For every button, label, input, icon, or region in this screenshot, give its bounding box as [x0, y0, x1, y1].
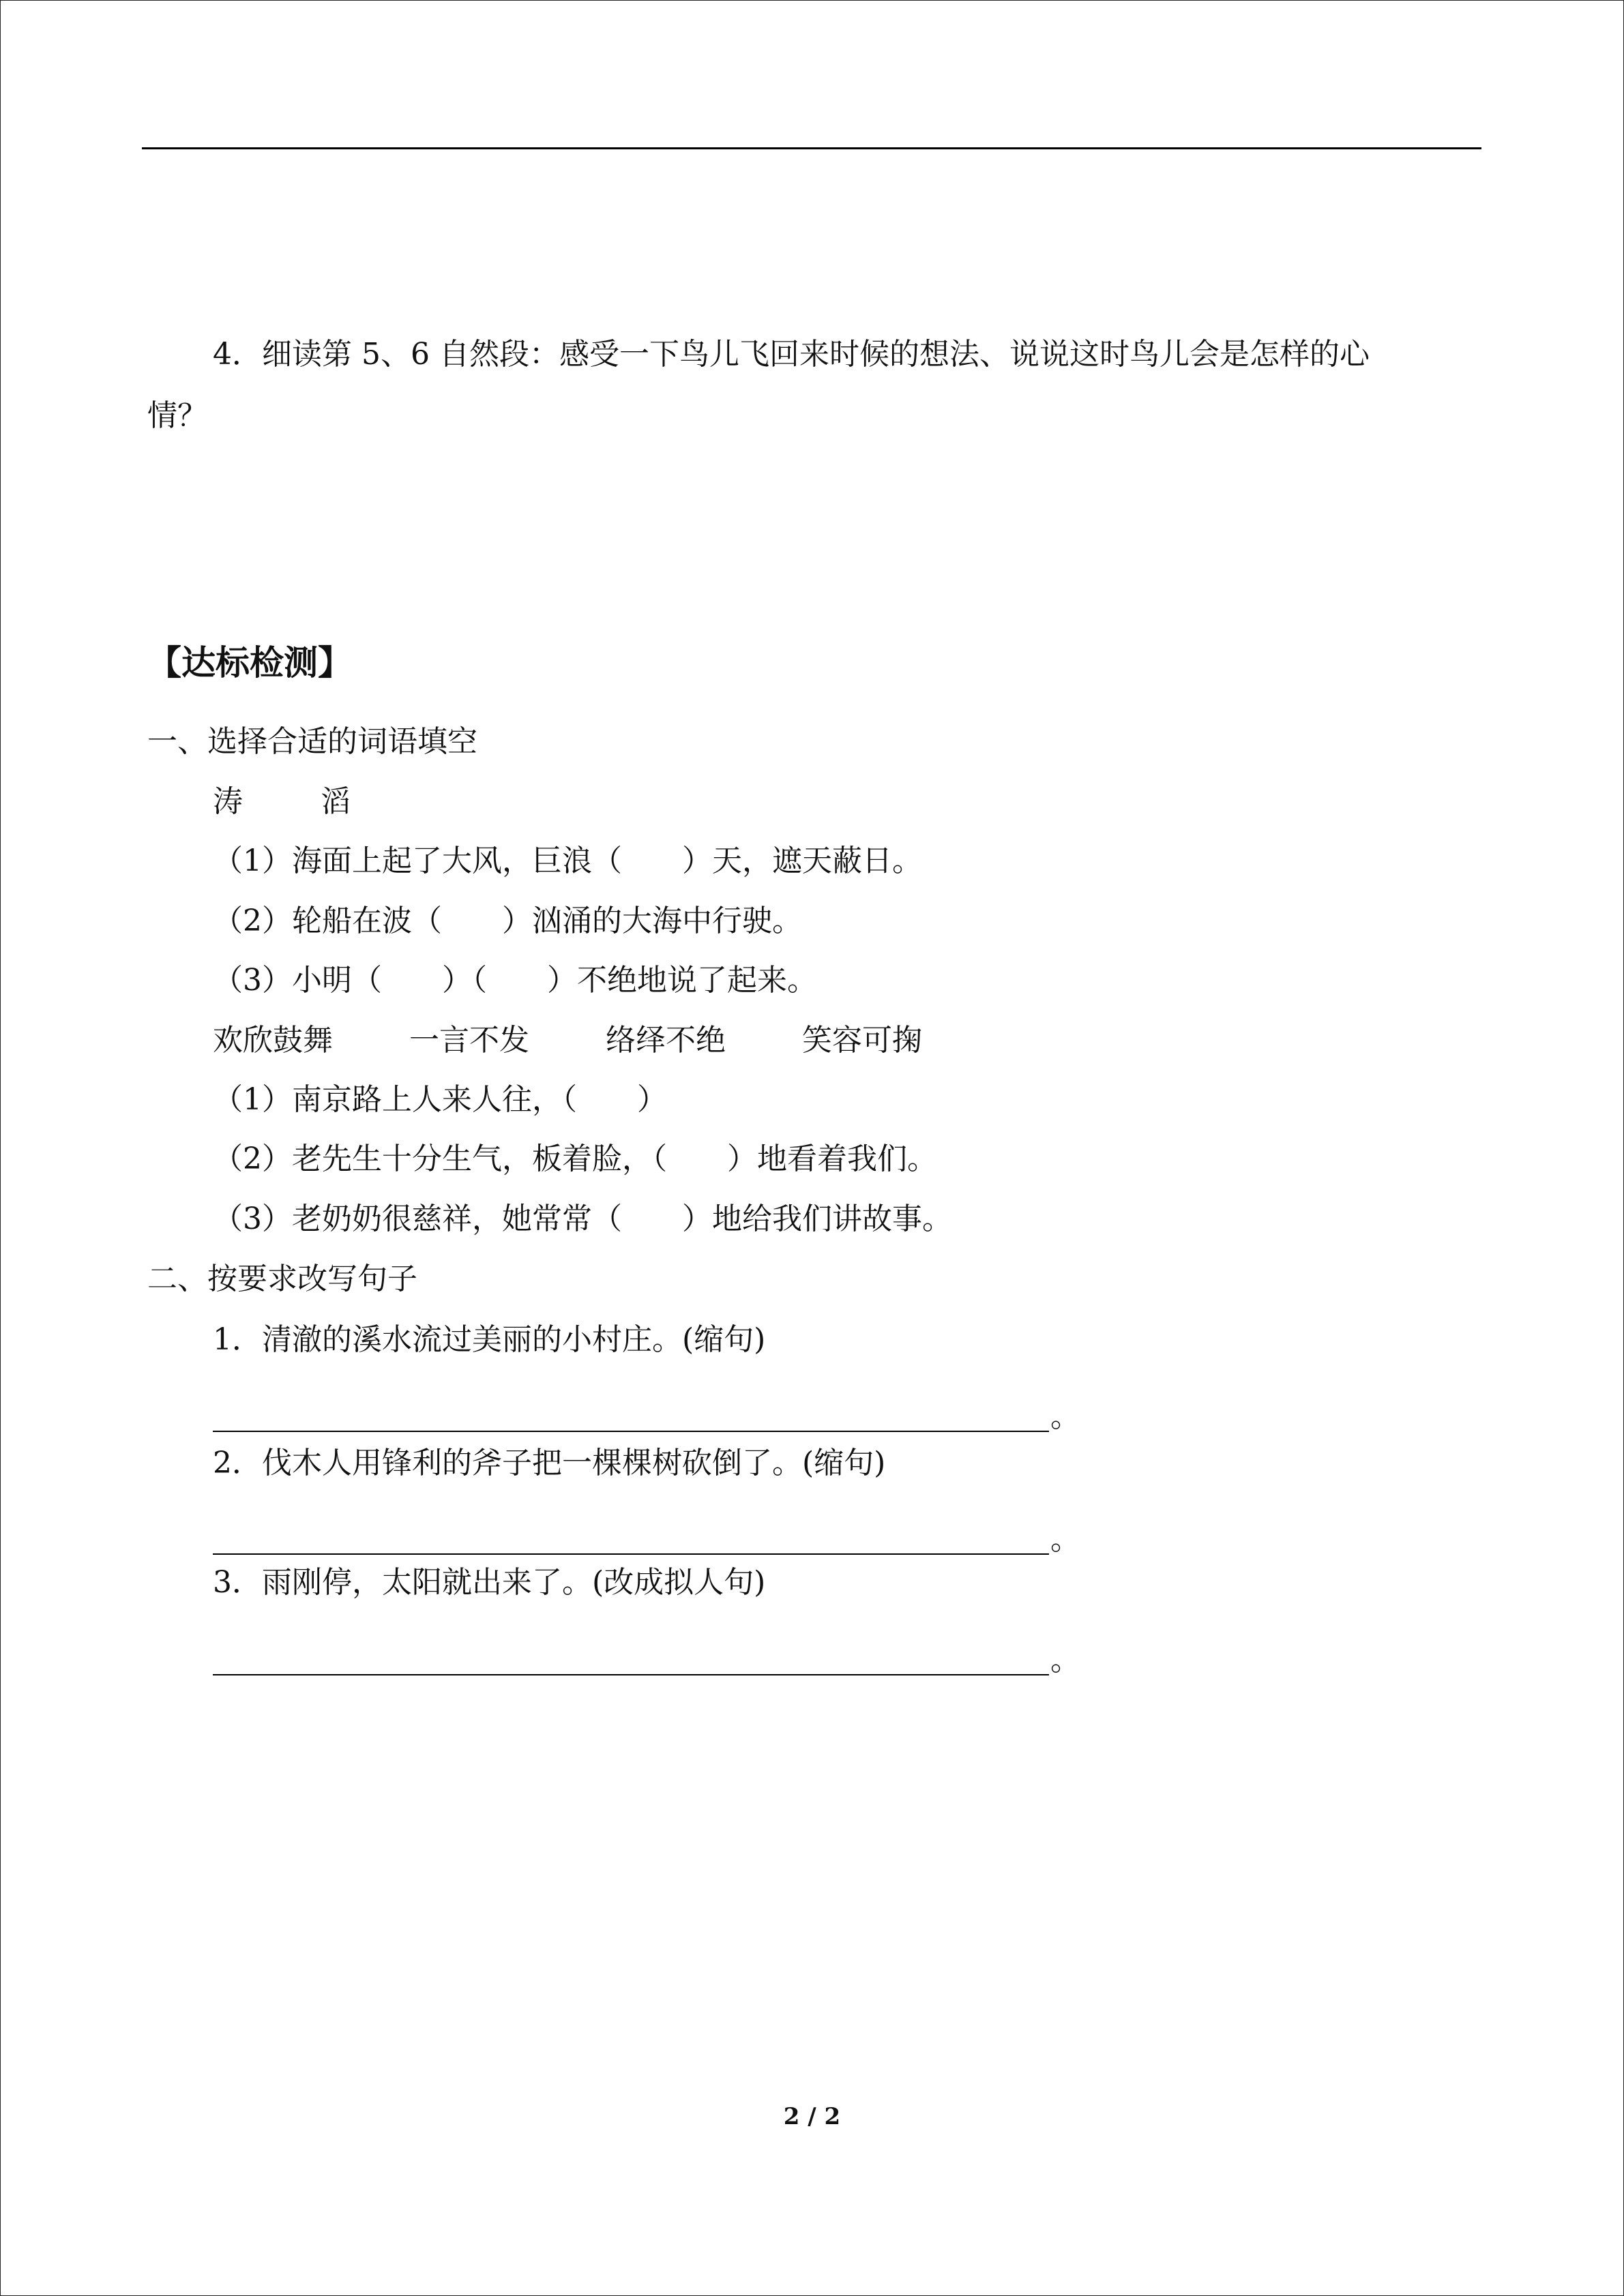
word-option: 一言不发	[409, 1023, 529, 1058]
answer-underline[interactable]	[213, 1674, 1049, 1675]
part2-heading: 二、按要求改写句子	[147, 1262, 417, 1296]
word-option: 笑容可掬	[802, 1023, 922, 1058]
word-options-row-1	[213, 781, 351, 822]
answer-period: 。	[1050, 1399, 1080, 1434]
word-option: 涛	[213, 784, 243, 819]
part1-heading: 一、选择合适的词语填空	[147, 724, 477, 759]
rewrite-item: 3．雨刚停，太阳就出来了。(改成拟人句)	[213, 1565, 766, 1600]
answer-period: 。	[1050, 1522, 1080, 1557]
header-rule	[142, 147, 1481, 149]
fill-blank-item: （3）老奶奶很慈祥，她常常（ ）地给我们讲故事。	[213, 1202, 952, 1236]
fill-blank-item: （2）老先生十分生气，板着脸，（ ）地看着我们。	[213, 1142, 937, 1176]
section-title: 【达标检测】	[147, 643, 352, 683]
fill-blank-item: （2）轮船在波（ ）汹涌的大海中行驶。	[213, 904, 802, 938]
answer-underline[interactable]	[213, 1553, 1049, 1555]
page-number: 2 / 2	[783, 2103, 841, 2130]
word-option: 络绎不绝	[606, 1023, 726, 1058]
word-options-row-2	[213, 1020, 922, 1061]
rewrite-item: 1．清澈的溪水流过美丽的小村庄。(缩句)	[213, 1322, 766, 1357]
answer-underline[interactable]	[213, 1431, 1049, 1432]
word-option: 滔	[321, 784, 351, 819]
rewrite-item: 2．伐木人用锋利的斧子把一棵棵树砍倒了。(缩句)	[213, 1446, 886, 1480]
fill-blank-item: （1）南京路上人来人往，（ ）	[213, 1082, 667, 1117]
fill-blank-item: （1）海面上起了大风，巨浪（ ）天，遮天蔽日。	[213, 844, 922, 878]
word-option: 欢欣鼓舞	[213, 1023, 333, 1058]
fill-blank-item: （3）小明（ ）（ ）不绝地说了起来。	[213, 963, 817, 998]
answer-period: 。	[1050, 1643, 1080, 1678]
question-4-line2: 情？	[147, 398, 207, 433]
question-4-line1: 4．细读第 5、6 自然段：感受一下鸟儿飞回来时候的想法、说说这时鸟儿会是怎样的心	[213, 337, 1370, 372]
